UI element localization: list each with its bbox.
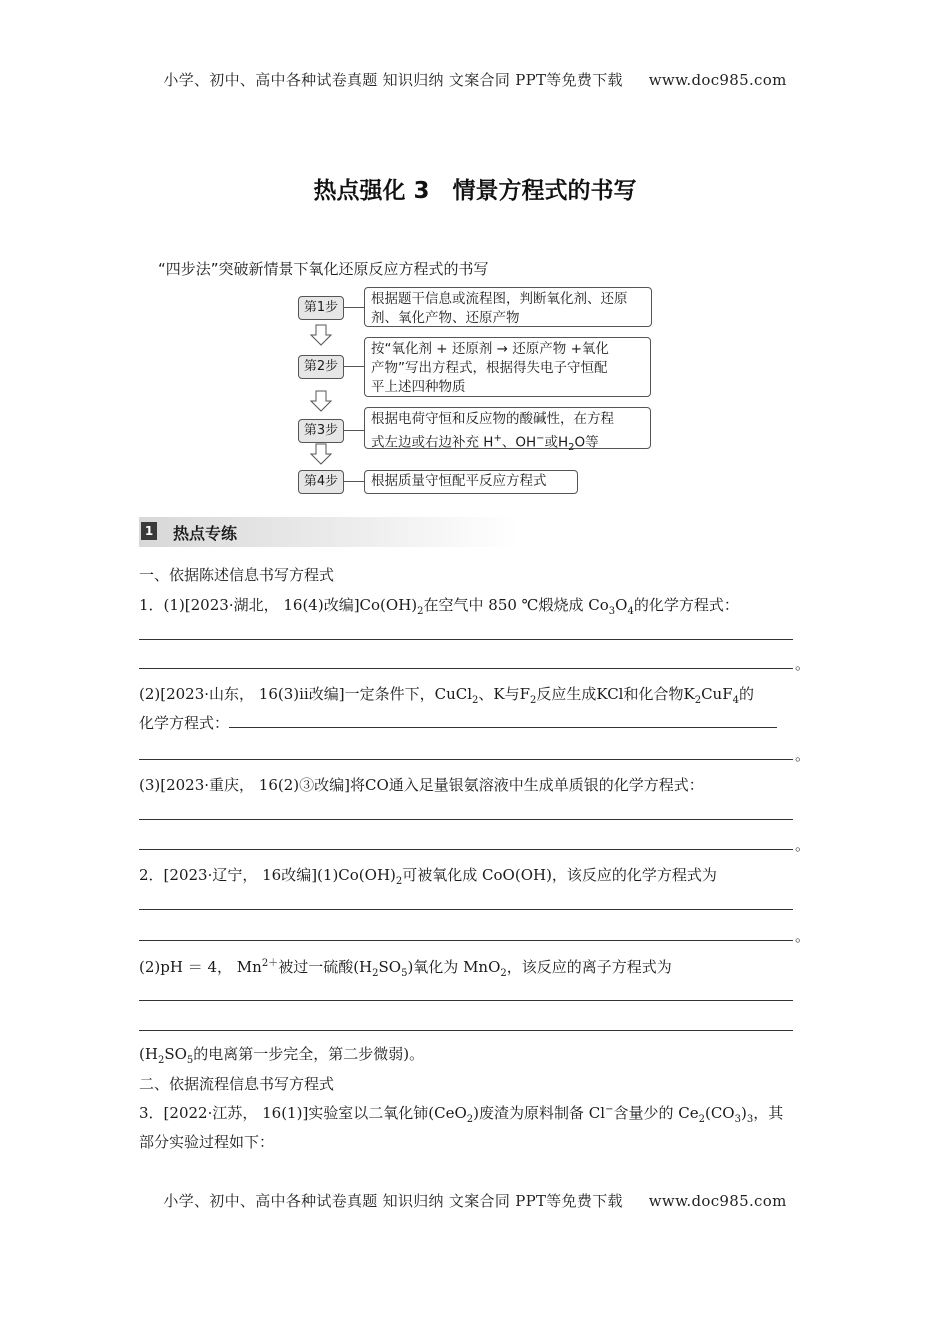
header-text: 小学、初中、高中各种试卷真题 知识归纳 文案合同 PPT等免费下载 xyxy=(163,71,623,89)
answer-line[interactable] xyxy=(139,849,793,850)
footer-text: 小学、初中、高中各种试卷真题 知识归纳 文案合同 PPT等免费下载 xyxy=(163,1192,623,1210)
down-arrow-icon xyxy=(310,390,332,412)
page-title: 热点强化 3 情景方程式的书写 xyxy=(313,178,637,204)
connector-line xyxy=(343,481,364,482)
step-4-label: 第4步 xyxy=(298,470,344,494)
period-mark: 。 xyxy=(795,655,811,673)
question-1-3: (3)[2023·重庆， 16(2)③改编]将CO通入足量银氨溶液中生成单质银的化学方程式： xyxy=(139,776,704,794)
footer-site[interactable]: www.doc985.com xyxy=(648,1192,787,1210)
connector-line xyxy=(343,366,364,367)
answer-line[interactable] xyxy=(139,1030,793,1031)
step-1-box xyxy=(364,287,652,327)
question-1-1: 1．(1)[2023·湖北， 16(4)改编]$Co(OH)_2$在空气中 850 ℃煅烧成 $Co_3O_4$的化学方程式： xyxy=(139,596,739,617)
period-mark: 。 xyxy=(795,927,811,945)
answer-line[interactable] xyxy=(139,819,793,820)
diagram-subtitle: “四步法”突破新情景下氧化还原反应方程式的书写 xyxy=(158,260,489,278)
answer-line[interactable] xyxy=(139,1000,793,1001)
answer-line[interactable] xyxy=(139,909,793,910)
step-3-text-line: 根据电荷守恒和反应物的酸碱性，在方程 xyxy=(371,411,614,427)
step-3-text-line: 式左边或右边补充 H+、OH−或$H_2O$等 xyxy=(371,433,599,454)
step-1-text-line: 根据题干信息或流程图，判断氧化剂、还原 xyxy=(371,291,628,307)
step-1-label: 第1步 xyxy=(298,296,344,320)
question-1-2: (2)[2023·山东， 16(3)ⅱ改编]一定条件下，CuCl$_2$、K与$F_2$反应生成KCl和化合物$K_2CuF_4$的 xyxy=(139,685,754,706)
question-2-2-note: ($H_2SO_5$的电离第一步完全，第二步微弱)。 xyxy=(139,1045,425,1066)
question-3-cont: 部分实验过程如下： xyxy=(139,1133,275,1151)
section-heading-1: 一、依据陈述信息书写方程式 xyxy=(139,566,335,584)
down-arrow-icon xyxy=(310,443,332,465)
header-site[interactable]: www.doc985.com xyxy=(648,71,787,89)
step-3-box xyxy=(364,407,651,454)
step-2-text-line: 按“氧化剂 + 还原剂 → 还原产物 +氧化 xyxy=(371,341,609,357)
answer-line[interactable] xyxy=(139,940,793,941)
page-footer xyxy=(0,1190,950,1211)
step-2-label: 第2步 xyxy=(298,355,344,379)
step-2-box xyxy=(364,337,651,397)
connector-line xyxy=(343,307,364,308)
answer-line[interactable] xyxy=(229,713,777,728)
question-1-2-cont: 化学方程式： xyxy=(139,712,777,733)
four-step-flow-diagram xyxy=(298,287,653,497)
step-2-text-line: 平上述四种物质 xyxy=(371,379,466,395)
banner-title: 热点专练 xyxy=(173,524,238,543)
section-banner xyxy=(139,517,519,547)
section-heading-2: 二、依据流程信息书写方程式 xyxy=(139,1075,335,1093)
step-2-text-line: 产物”写出方程式，根据得失电子守恒配 xyxy=(371,360,608,376)
page-header xyxy=(0,69,950,90)
question-2-2: (2)pH ＝ 4， $Mn^{2+}$被过一硫酸$(H_2SO_5)$氧化为 MnO$_2$，该反应的离子方程式为 xyxy=(139,958,672,979)
step-4-box: 根据质量守恒配平反应方程式 xyxy=(364,470,578,494)
step-3-label: 第3步 xyxy=(298,419,344,443)
period-mark: 。 xyxy=(795,746,811,764)
down-arrow-icon xyxy=(310,324,332,346)
step-1-text-line: 剂、氧化产物、还原产物 xyxy=(371,310,520,326)
question-2-1: 2．[2023·辽宁， 16改编]$(1)Co(OH)_2$可被氧化成 CoO(OH)，该反应的化学方程式为 xyxy=(139,866,717,887)
connector-line xyxy=(343,430,364,431)
question-3: 3．[2022·江苏， 16(1)]实验室以二氧化铈(CeO$_2$)废渣为原料制备 Cl−含量少的 $Ce_2(CO_3)_3$，其 xyxy=(139,1104,784,1125)
period-mark: 。 xyxy=(795,836,811,854)
answer-line[interactable] xyxy=(139,759,793,760)
banner-number-badge: 1 xyxy=(141,522,157,540)
answer-line[interactable] xyxy=(139,668,793,669)
answer-line[interactable] xyxy=(139,639,793,640)
